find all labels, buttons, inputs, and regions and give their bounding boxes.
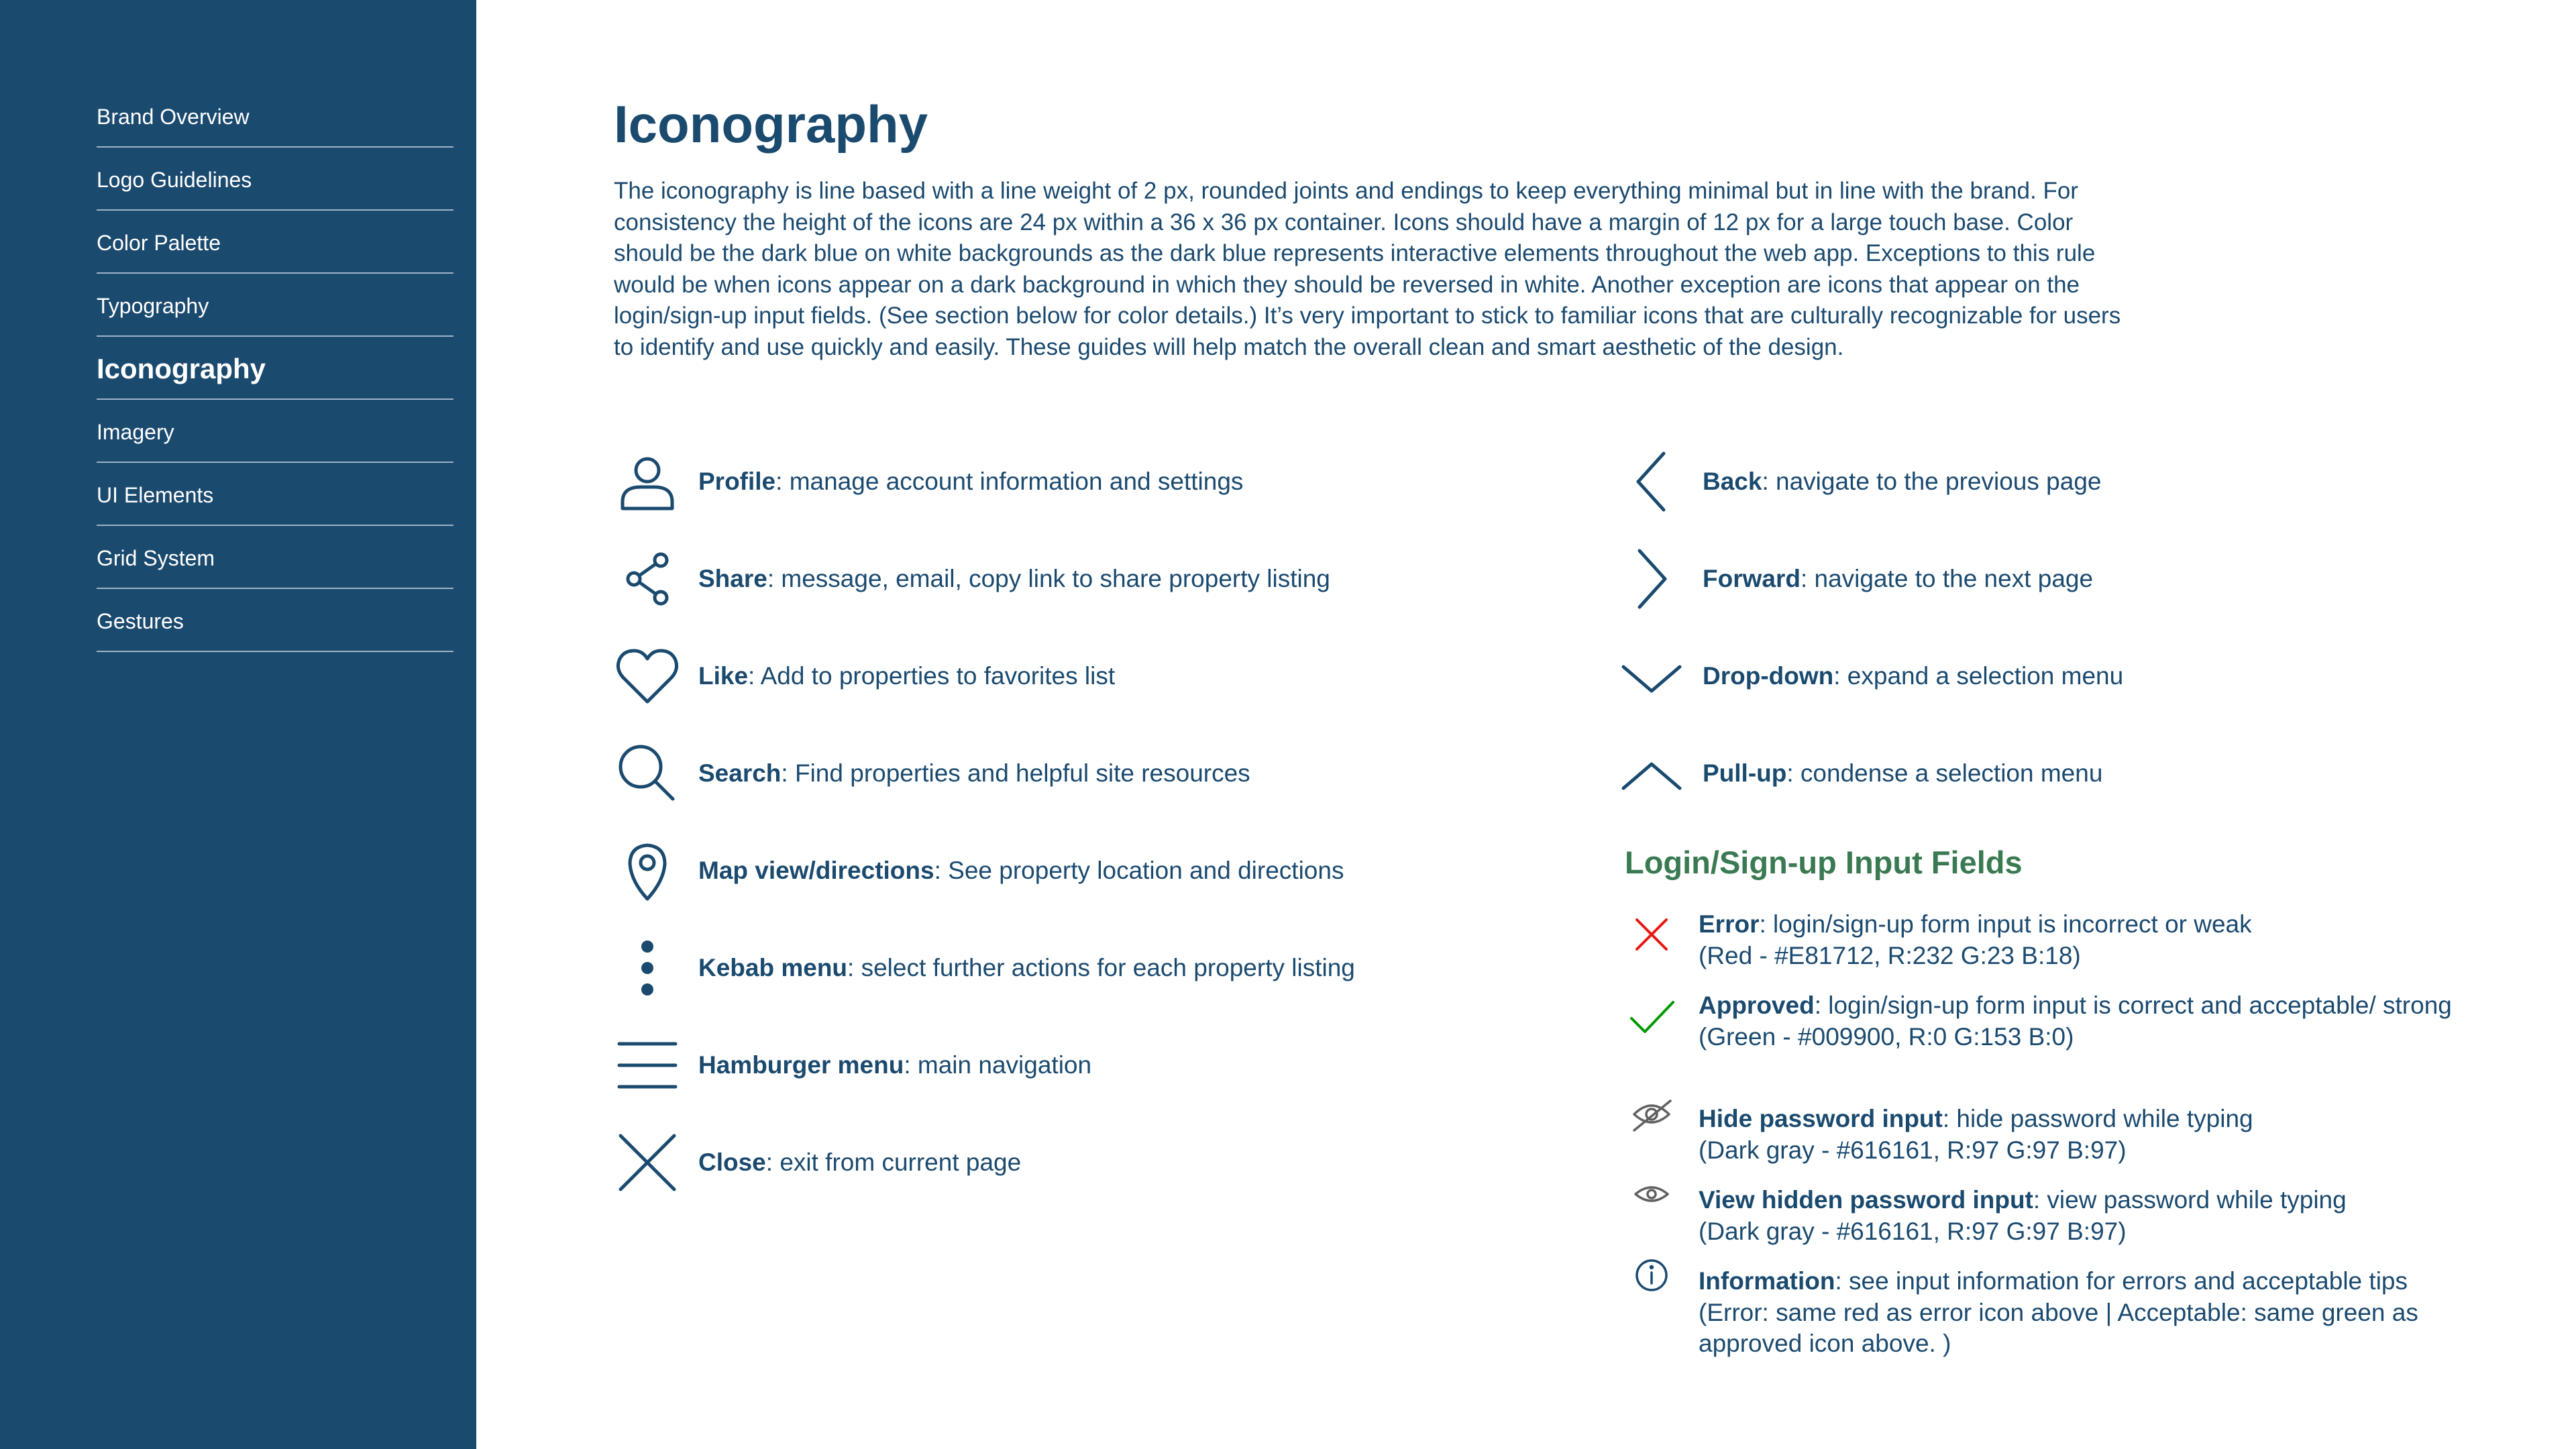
login-item-name: Information	[1699, 1267, 1835, 1295]
login-item-color-detail: (Error: same red as error icon above | Acceptable: same green as approved icon above. )	[1699, 1298, 2418, 1357]
icon-name: Like	[698, 662, 749, 690]
icon-name: Kebab menu	[698, 954, 848, 981]
sidebar-item-label: Imagery	[97, 419, 174, 444]
login-item-color-detail: (Dark gray - #616161, R:97 G:97 B:97)	[1699, 1136, 2127, 1164]
chevron-up-icon	[1618, 740, 1685, 807]
login-item-color-detail: (Green - #009900, R:0 G:153 B:0)	[1699, 1022, 2074, 1051]
icon-name: Forward	[1703, 565, 1801, 592]
sidebar-item-label: Gestures	[97, 608, 184, 633]
icon-description: : message, email, copy link to share property listing	[767, 565, 1330, 592]
icon-row-map	[614, 834, 1344, 908]
icon-row-forward	[1618, 542, 2093, 616]
sidebar	[0, 0, 476, 1449]
login-section-title: Login/Sign-up Input Fields	[1625, 845, 2023, 880]
icon-description: : Find properties and helpful site resources	[781, 759, 1250, 787]
icon-name: Hamburger menu	[698, 1051, 904, 1079]
eye-slash-icon	[1625, 1086, 1678, 1140]
sidebar-item-label: Color Palette	[97, 230, 221, 255]
icon-row-kebab	[614, 931, 1355, 1005]
heart-icon	[614, 643, 681, 710]
chevron-down-icon	[1618, 643, 1685, 710]
sidebar-item-iconography[interactable]	[97, 337, 453, 400]
sidebar-item-label: Iconography	[97, 353, 266, 384]
icon-name: Drop-down	[1703, 662, 1834, 690]
sidebar-item-typography[interactable]	[97, 274, 453, 337]
icon-name: Profile	[698, 468, 776, 495]
sidebar-item-label: Grid System	[97, 545, 215, 570]
search-icon	[614, 740, 681, 807]
icon-description: : Add to properties to favorites list	[748, 662, 1116, 690]
icon-description: : select further actions for each property listing	[847, 954, 1355, 981]
kebab-menu-icon	[614, 934, 681, 1002]
sidebar-item-label: UI Elements	[97, 482, 214, 507]
icon-description: : exit from current page	[765, 1148, 1022, 1176]
map-pin-icon	[614, 837, 681, 904]
icon-description: : main navigation	[904, 1051, 1092, 1079]
icon-description: : manage account information and settings	[775, 468, 1244, 495]
icon-row-share	[614, 542, 1330, 616]
icon-row-search	[614, 737, 1250, 810]
login-item-description: : see input information for errors and acceptable tips	[1835, 1267, 2408, 1295]
sidebar-item-label: Typography	[97, 293, 209, 318]
info-icon	[1625, 1248, 1678, 1302]
sidebar-item-brand-overview[interactable]	[97, 85, 453, 148]
icon-description: : condense a selection menu	[1786, 759, 2103, 787]
icon-row-close	[614, 1126, 1021, 1199]
login-item-name: Hide password input	[1699, 1105, 1943, 1132]
sidebar-item-ui-elements[interactable]	[97, 463, 453, 526]
login-item-description: : login/sign-up form input is correct and acceptable/ strong	[1814, 991, 2452, 1019]
chevron-left-icon	[1618, 448, 1685, 515]
login-item-name: Approved	[1699, 991, 1815, 1019]
close-icon	[614, 1129, 681, 1196]
eye-icon	[1625, 1167, 1678, 1221]
login-item-description: : hide password while typing	[1942, 1105, 2253, 1132]
sidebar-nav	[97, 85, 453, 652]
icon-description: : navigate to the previous page	[1762, 468, 2102, 495]
icon-row-dropdown	[1618, 639, 2123, 713]
share-icon	[614, 545, 681, 612]
login-item-description: : login/sign-up form input is incorrect or weak	[1759, 910, 2252, 938]
error-x-icon	[1625, 909, 1678, 963]
icon-row-profile	[614, 445, 1243, 519]
icon-description: : expand a selection menu	[1833, 662, 2124, 690]
login-item-description: : view password while typing	[2033, 1186, 2347, 1214]
icon-row-pullup	[1618, 737, 2102, 810]
sidebar-item-imagery[interactable]	[97, 400, 453, 463]
icon-name: Pull-up	[1703, 759, 1787, 787]
sidebar-item-logo-guidelines[interactable]	[97, 148, 453, 211]
checkmark-icon	[1625, 990, 1678, 1044]
icon-description: : navigate to the next page	[1800, 565, 2094, 592]
login-item-name: Error	[1699, 910, 1760, 938]
sidebar-item-gestures[interactable]	[97, 589, 453, 652]
login-item-color-detail: (Red - #E81712, R:232 G:23 B:18)	[1699, 941, 2081, 969]
login-item-name: View hidden password input	[1699, 1186, 2033, 1214]
sidebar-item-grid-system[interactable]	[97, 526, 453, 589]
icon-name: Search	[698, 759, 782, 787]
icon-row-hamburger	[614, 1028, 1091, 1102]
icon-name: Back	[1703, 468, 1762, 495]
hamburger-menu-icon	[614, 1032, 681, 1099]
icon-row-back	[1618, 445, 2101, 519]
icon-row-like	[614, 639, 1115, 713]
icon-description: : See property location and directions	[934, 857, 1344, 884]
chevron-right-icon	[1618, 545, 1685, 612]
intro-paragraph: The iconography is line based with a line weight of 2 px, rounded joints and endings to keep everything minimal but in line with the brand. For consistency the height of the icons are 24 px within a 36 x 36 px container. Icons should have a margin of 12 px for a large touch base. Color should be the dark blue on white backgrounds as the dark blue represents interactive elements throughout the web app. Exceptions to this rule would be when icons appear on a dark background in which they should be reversed in white. Another exception are icons that appear on the login/sign-up input fields. (See section below for color details.) It’s very important to stick to familiar icons that are culturally recognizable for users to identify and use quickly and easily. These guides will help match the overall clean and smart aesthetic of the design.	[614, 178, 2121, 360]
icon-name: Close	[698, 1148, 766, 1176]
sidebar-item-label: Brand Overview	[97, 104, 250, 129]
icon-name: Map view/directions	[698, 857, 934, 884]
sidebar-item-color-palette[interactable]	[97, 211, 453, 274]
icon-name: Share	[698, 565, 767, 592]
profile-icon	[614, 448, 681, 515]
page-title: Iconography	[614, 95, 928, 154]
login-item-color-detail: (Dark gray - #616161, R:97 G:97 B:97)	[1699, 1217, 2127, 1245]
sidebar-item-label: Logo Guidelines	[97, 167, 252, 192]
